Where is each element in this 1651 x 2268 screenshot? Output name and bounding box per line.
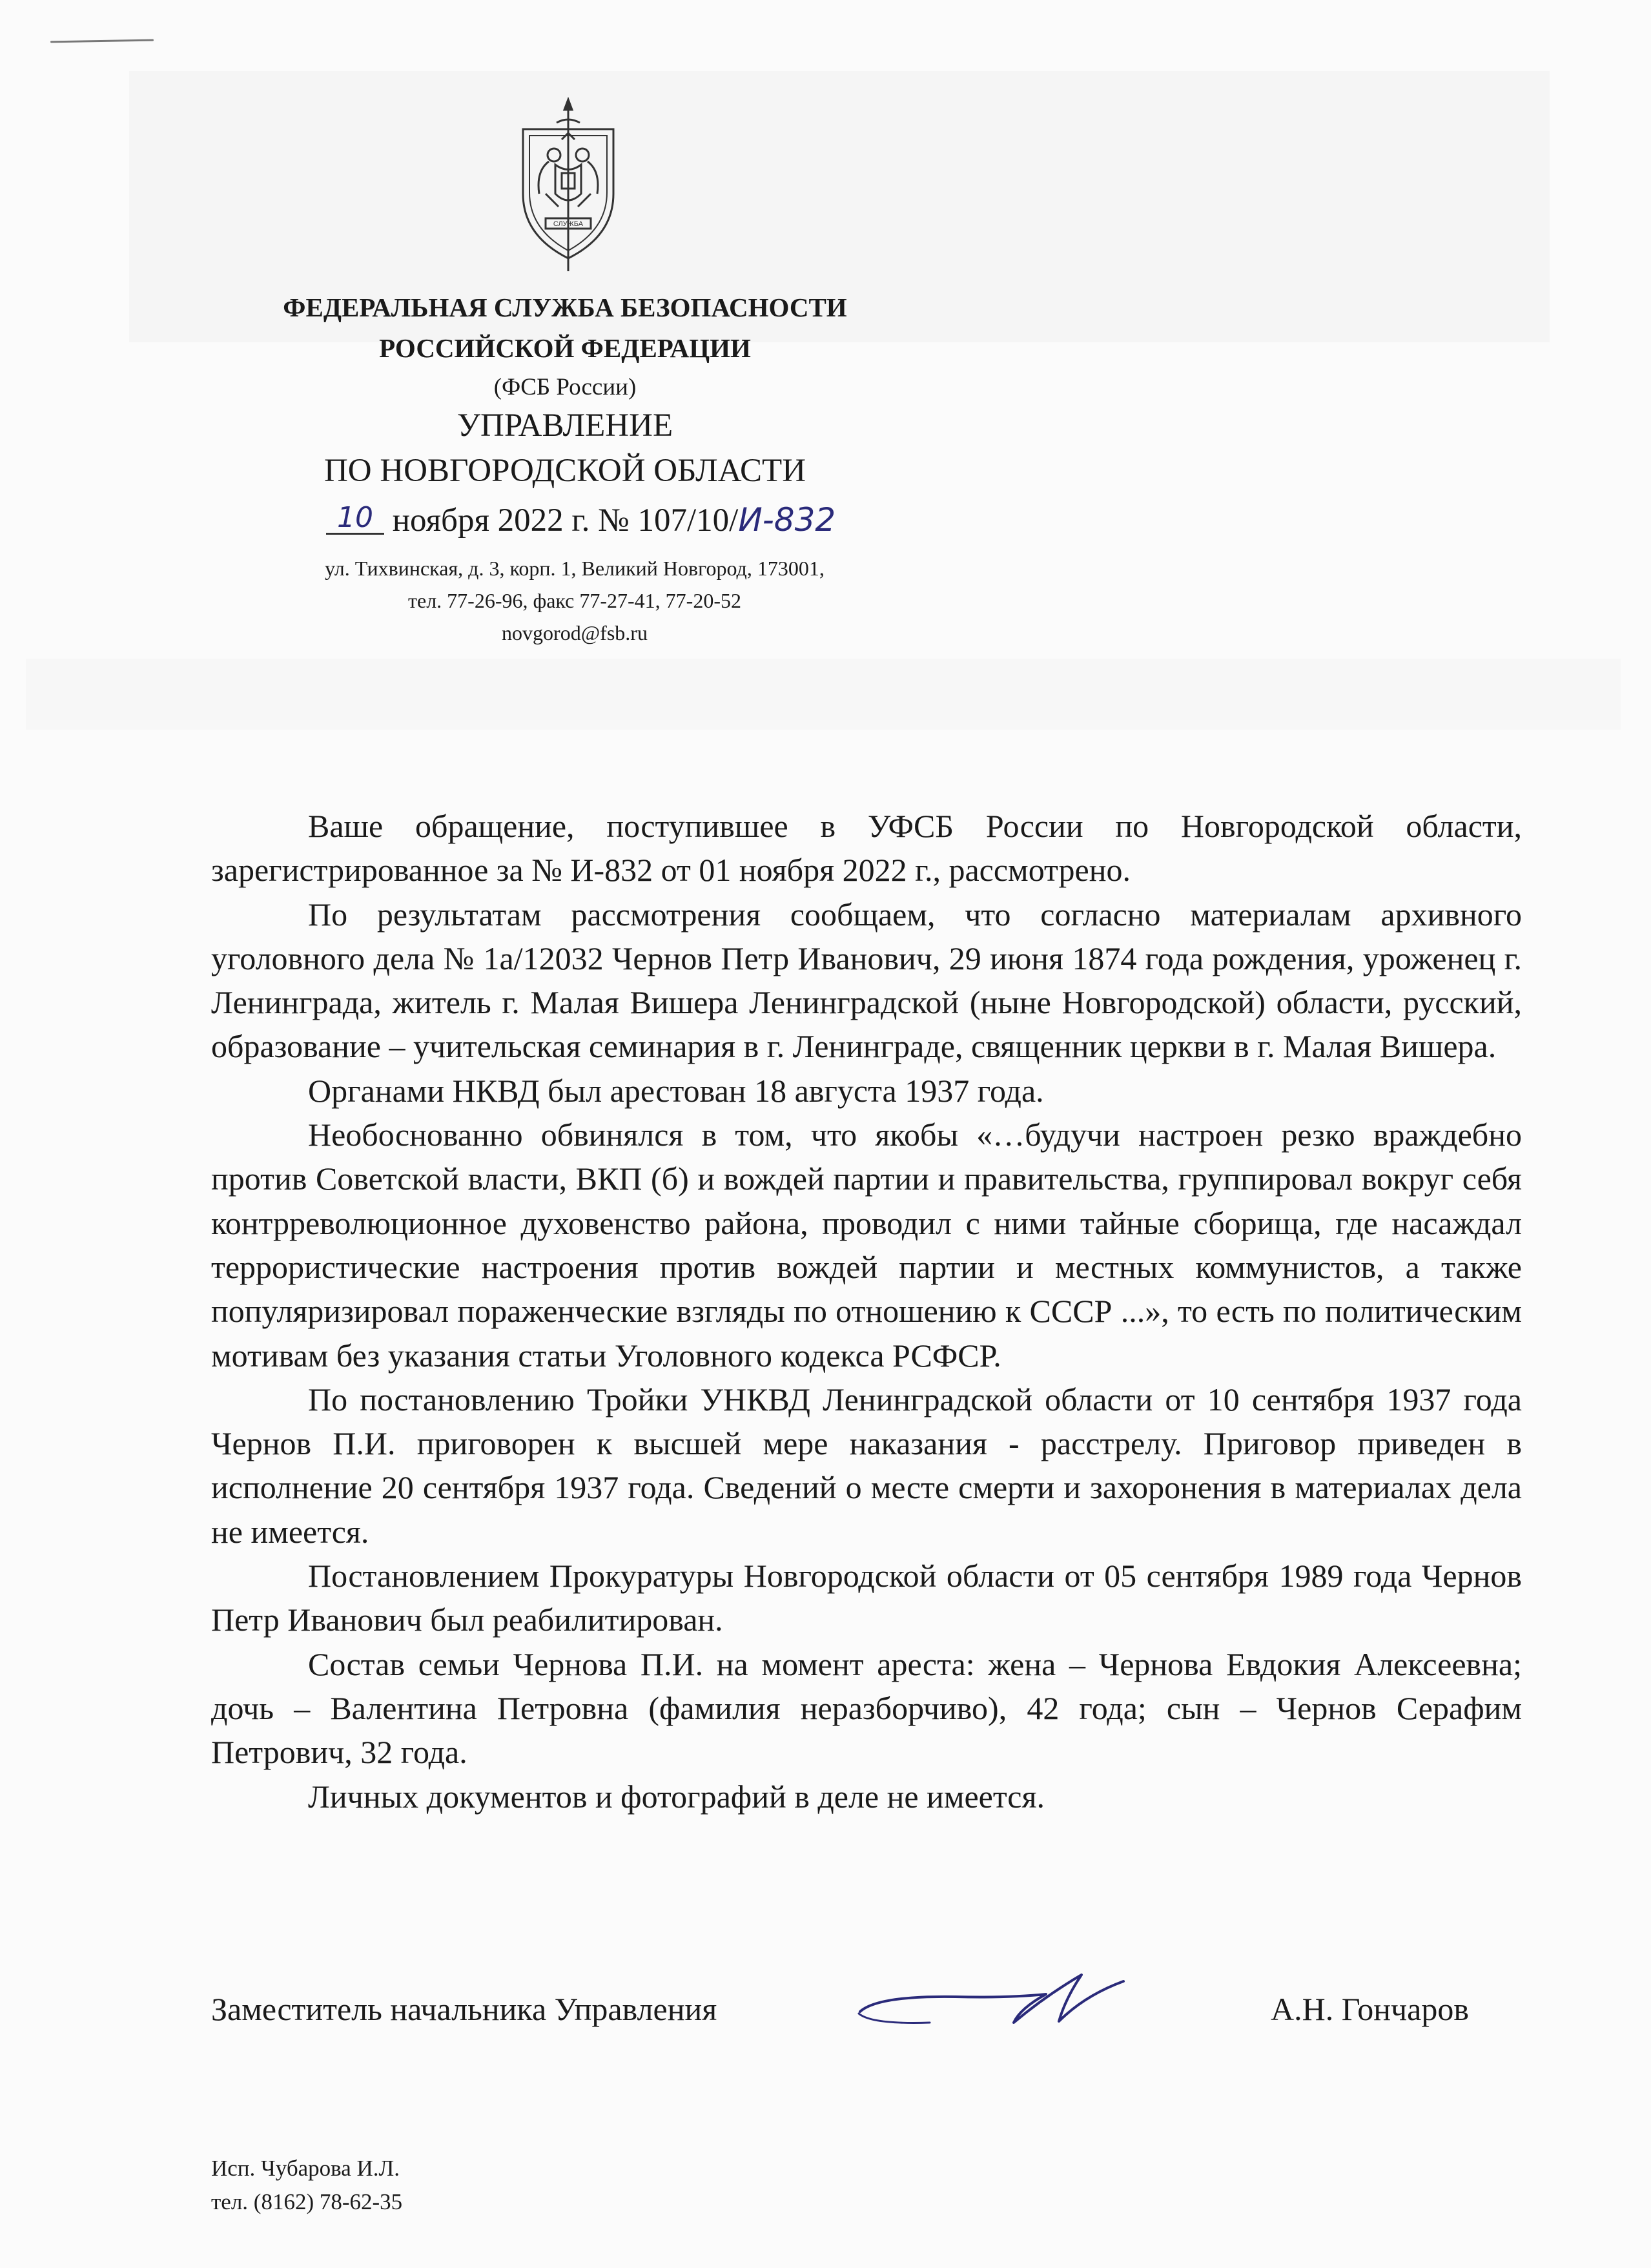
paragraph: Постановлением Прокуратуры Новгородской области от 05 сентября 1989 года Чернов Петр Иванович был реабилитирован. bbox=[211, 1558, 1522, 1638]
email: novgorod@fsb.ru bbox=[502, 621, 648, 644]
agency-name-line1: ФЕДЕРАЛЬНАЯ СЛУЖБА БЕЗОПАСНОСТИ bbox=[283, 293, 847, 322]
address-line2: тел. 77-26-96, факс 77-27-41, 77-20-52 bbox=[408, 589, 741, 612]
handwritten-day: 10 bbox=[326, 503, 384, 535]
executor: Исп. Чубарова И.Л. bbox=[211, 2156, 400, 2181]
letter-date-number bbox=[326, 501, 836, 539]
paragraph: По результатам рассмотрения сообщаем, что согласно материалам архивного уголовного дела № 1а/12032 Чернов Петр Иванович, 29 июня 1874 года рождения, уроженец г. Ленинграда, житель г. Малая Вишера Ленинградской (ныне Новгородской) области, русский, образование – учительская семинария в г. Ленинграде, священник церкви в г. Малая Вишера. bbox=[211, 896, 1522, 1065]
agency-name-line2: РОССИЙСКОЙ ФЕДЕРАЦИИ bbox=[379, 333, 751, 363]
paragraph: Состав семьи Чернова П.И. на момент ареста: жена – Чернова Евдокия Алексеевна; дочь – Валентина Петровна (фамилия неразборчиво), 42 года; сын – Чернов Серафим Петрович, 32 года. bbox=[211, 1645, 1522, 1771]
fsb-emblem-icon bbox=[510, 97, 626, 274]
scan-artifact bbox=[50, 39, 154, 43]
scan-shadow-lower bbox=[26, 659, 1621, 730]
emblem-label: СЛУЖБА bbox=[553, 220, 584, 228]
handwritten-reg-number: И-832 bbox=[738, 501, 836, 539]
executor-phone: тел. (8162) 78-62-35 bbox=[211, 2189, 403, 2214]
signatory-name: А.Н. Гончаров bbox=[1271, 1991, 1469, 2027]
address-line1: ул. Тихвинская, д. 3, корп. 1, Великий Новгород, 173001, bbox=[325, 557, 825, 580]
paragraph: Личных документов и фотографий в деле не имеется. bbox=[308, 1778, 1045, 1815]
department-line2: ПО НОВГОРОДСКОЙ ОБЛАСТИ bbox=[323, 453, 806, 489]
agency-abbreviation: (ФСБ России) bbox=[493, 374, 637, 400]
handwritten-signature bbox=[852, 1963, 1136, 2034]
paragraph: Необоснованно обвинялся в том, что якобы «…будучи настроен резко враждебно против Советской власти, ВКП (б) и вождей партии и правительства, группировал вокруг себя контрреволюционное духовенство района, проводил с ними тайные сборища, где насаждал террористические настроения против вождей партии и местных коммунистов, а также популяризировал пораженческие взгляды по отношению к СССР ...», то есть по политическим мотивам без указания статьи Уголовного кодекса РСФСР. bbox=[211, 1117, 1522, 1374]
date-text: ноября 2022 г. № 107/10/ bbox=[384, 502, 739, 539]
paragraph: Ваше обращение, поступившее в УФСБ России по Новгородской области, зарегистрированное за № И-832 от 01 ноября 2022 г., рассмотрено. bbox=[211, 808, 1522, 889]
department-line1: УПРАВЛЕНИЕ bbox=[456, 407, 673, 444]
letter-body bbox=[211, 804, 1522, 1819]
paragraph: Органами НКВД был арестован 18 августа 1937 года. bbox=[308, 1072, 1044, 1109]
signatory-position: Заместитель начальника Управления bbox=[211, 1991, 717, 2027]
paragraph: По постановлению Тройки УНКВД Ленинградской области от 10 сентября 1937 года Чернов П.И. приговорен к высшей мере наказания - расстрелу. Приговор приведен в исполнение 20 сентября 1937 года. Сведений о месте смерти и захоронения в материалах дела не имеется. bbox=[211, 1381, 1522, 1550]
